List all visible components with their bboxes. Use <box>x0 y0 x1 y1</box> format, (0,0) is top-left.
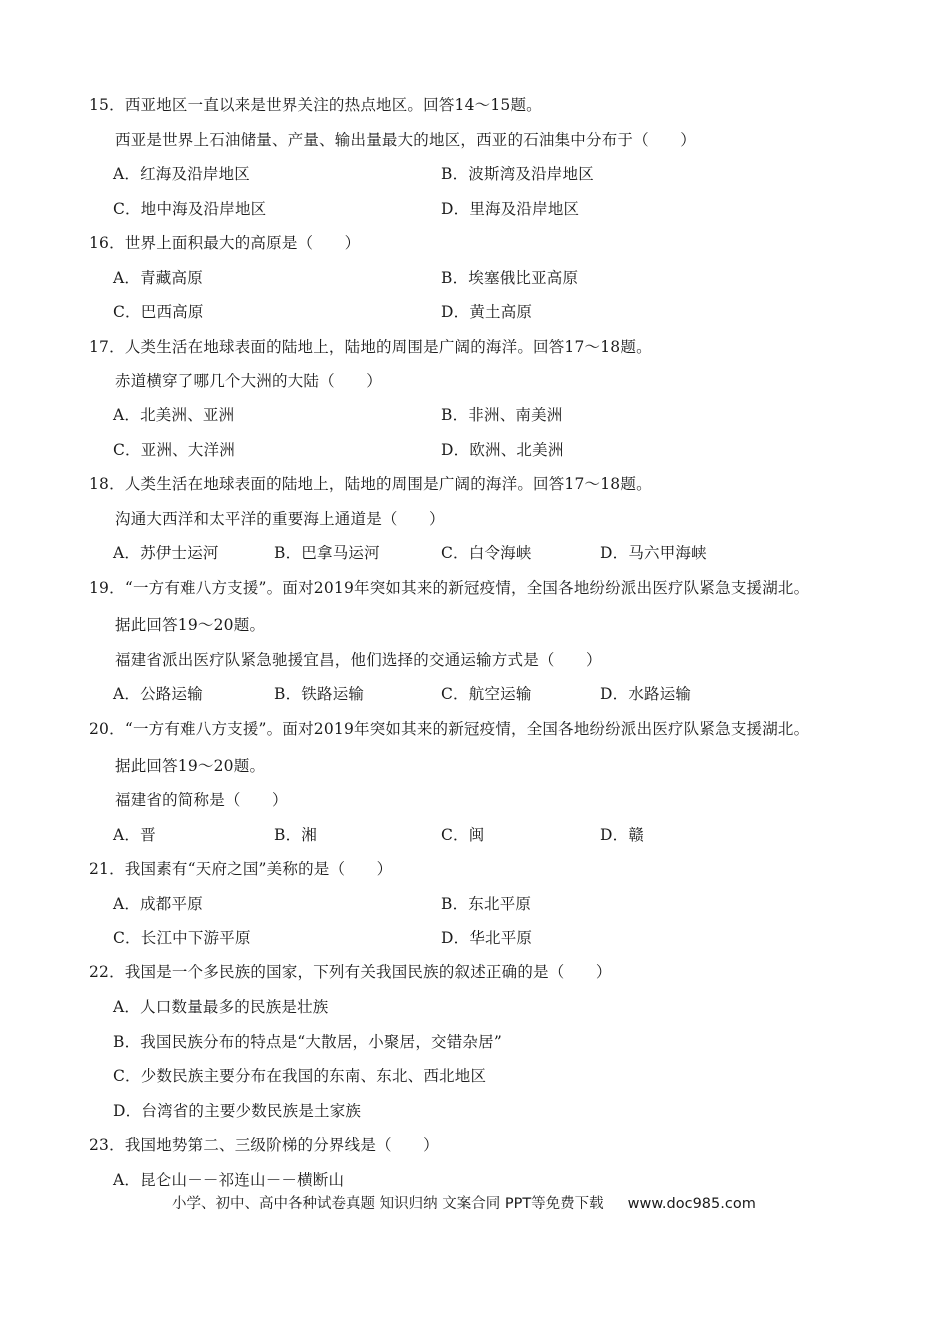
question-18-option-a: A．苏伊士运河 <box>113 544 219 562</box>
page-footer <box>172 1192 756 1213</box>
question-21-option-d: D．华北平原 <box>441 929 533 947</box>
question-19-stem-cont: 据此回答19～20题。 <box>115 616 266 634</box>
question-21-option-a: A．成都平原 <box>113 895 203 913</box>
question-21-stem: 21．我国素有“天府之国”美称的是（ ） <box>89 860 393 878</box>
question-18-option-b: B．巴拿马运河 <box>274 544 380 562</box>
question-17-sub: 赤道横穿了哪几个大洲的大陆（ ） <box>115 372 382 390</box>
question-16-option-d: D．黄土高原 <box>441 303 533 321</box>
question-20-option-b: B．湘 <box>274 826 317 844</box>
question-20-sub: 福建省的简称是（ ） <box>115 791 288 809</box>
question-16-option-c: C．巴西高原 <box>113 303 204 321</box>
question-15-option-b: B．波斯湾及沿岸地区 <box>441 165 594 183</box>
question-20-option-a: A．晋 <box>113 826 156 844</box>
question-19-sub: 福建省派出医疗队紧急驰援宜昌，他们选择的交通运输方式是（ ） <box>115 651 602 669</box>
question-16-option-b: B．埃塞俄比亚高原 <box>441 269 579 287</box>
question-19-option-c: C．航空运输 <box>441 685 532 703</box>
footer-site-link[interactable]: www.doc985.com <box>627 1196 756 1212</box>
question-20-stem-cont: 据此回答19～20题。 <box>115 757 266 775</box>
question-19-option-d: D．水路运输 <box>600 685 692 703</box>
question-15-option-a: A．红海及沿岸地区 <box>113 165 250 183</box>
question-16-stem: 16．世界上面积最大的高原是（ ） <box>89 234 361 252</box>
question-20-stem: 20．“一方有难八方支援”。面对2019年突如其来的新冠疫情，全国各地纷纷派出医疗队紧急支援湖北。 <box>89 720 810 738</box>
question-22-option-c: C．少数民族主要分布在我国的东南、东北、西北地区 <box>113 1067 487 1085</box>
question-17-option-c: C．亚洲、大洋洲 <box>113 441 235 459</box>
question-21-option-b: B．东北平原 <box>441 895 532 913</box>
question-22-option-d: D．台湾省的主要少数民族是土家族 <box>113 1102 362 1120</box>
question-23-option-a: A．昆仑山－－祁连山－－横断山 <box>113 1171 345 1189</box>
question-15-sub: 西亚是世界上石油储量、产量、输出量最大的地区，西亚的石油集中分布于（ ） <box>115 131 696 149</box>
question-17-option-d: D．欧洲、北美洲 <box>441 441 564 459</box>
question-17-stem: 17．人类生活在地球表面的陆地上，陆地的周围是广阔的海洋。回答17～18题。 <box>89 338 652 356</box>
question-17-option-b: B．非洲、南美洲 <box>441 406 563 424</box>
question-23-stem: 23．我国地势第二、三级阶梯的分界线是（ ） <box>89 1136 439 1154</box>
question-15-stem: 15．西亚地区一直以来是世界关注的热点地区。回答14～15题。 <box>89 96 542 114</box>
question-18-option-d: D．马六甲海峡 <box>600 544 707 562</box>
question-19-stem: 19．“一方有难八方支援”。面对2019年突如其来的新冠疫情，全国各地纷纷派出医疗队紧急支援湖北。 <box>89 579 810 597</box>
question-16-option-a: A．青藏高原 <box>113 269 203 287</box>
question-19-option-a: A．公路运输 <box>113 685 203 703</box>
question-19-option-b: B．铁路运输 <box>274 685 365 703</box>
question-21-option-c: C．长江中下游平原 <box>113 929 251 947</box>
question-18-sub: 沟通大西洋和太平洋的重要海上通道是（ ） <box>115 510 445 528</box>
footer-text: 小学、初中、高中各种试卷真题 知识归纳 文案合同 PPT等免费下载 <box>172 1196 604 1212</box>
question-20-option-c: C．闽 <box>441 826 485 844</box>
question-15-option-c: C．地中海及沿岸地区 <box>113 200 267 218</box>
question-22-option-b: B．我国民族分布的特点是“大散居，小聚居，交错杂居” <box>113 1033 502 1051</box>
question-18-option-c: C．白令海峡 <box>441 544 532 562</box>
question-22-stem: 22．我国是一个多民族的国家，下列有关我国民族的叙述正确的是（ ） <box>89 963 612 981</box>
question-15-option-d: D．里海及沿岸地区 <box>441 200 580 218</box>
question-20-option-d: D．赣 <box>600 826 645 844</box>
question-18-stem: 18．人类生活在地球表面的陆地上，陆地的周围是广阔的海洋。回答17～18题。 <box>89 475 652 493</box>
question-17-option-a: A．北美洲、亚洲 <box>113 406 235 424</box>
question-22-option-a: A．人口数量最多的民族是壮族 <box>113 998 329 1016</box>
